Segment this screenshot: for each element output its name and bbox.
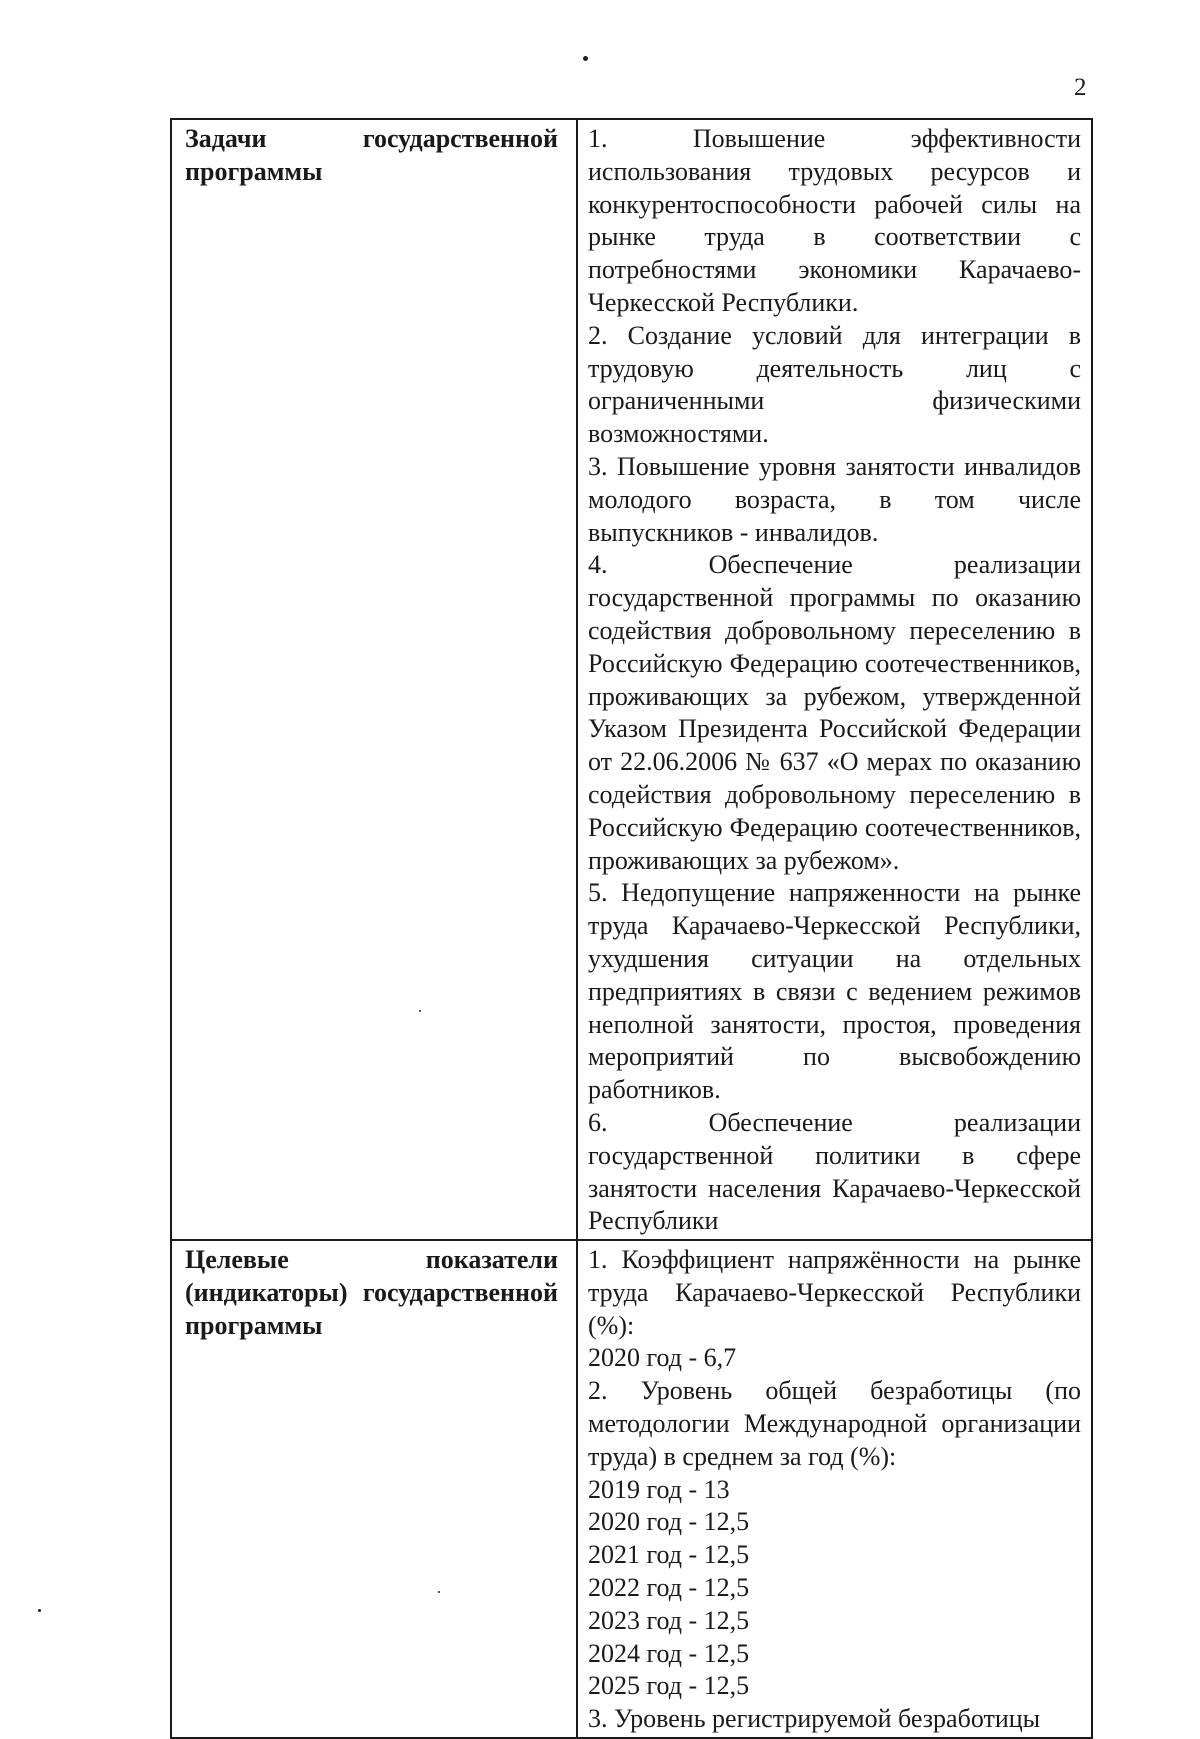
- indicator-year-value: 2020 год - 6,7: [588, 1343, 737, 1373]
- program-passport-table: [170, 118, 1093, 1739]
- task-item-5: 5. Недопущение напряженности на рынке труда Карачаево-Черкесской Республики, ухудшения ситуации на отдельных предприятиях в связи с ведением режимов неполной занятости, простоя, проведения мероприятий по высвобождению работников.: [588, 878, 1081, 1105]
- indicator-item-3: 3. Уровень регистрируемой безработицы: [588, 1704, 1041, 1734]
- indicator-year-value: 2025 год - 12,5: [588, 1671, 750, 1701]
- task-item-1: 1. Повышение эффективности использования трудовых ресурсов и конкурентоспособности рабочей силы на рынке труда в соответствии с потребностями экономики Карачаево-Черкесской Республики.: [588, 124, 1081, 317]
- row-label-tasks: Задачи государственной программы: [185, 124, 558, 186]
- scan-speck: [38, 1609, 41, 1612]
- indicator-year-value: 2024 год - 12,5: [588, 1638, 750, 1668]
- row-label-cell: [171, 1240, 577, 1738]
- task-item-2: 2. Создание условий для интеграции в трудовую деятельность лиц с ограниченными физическими возможностями.: [588, 320, 1081, 449]
- indicator-year-value: 2019 год - 13: [588, 1474, 730, 1504]
- task-item-4: 4. Обеспечение реализации государственной программы по оказанию содействия добровольному переселению в Российскую Федерацию соотечественников, проживающих за рубежом, утвержденной Указом Президента Российской Федерации от 22.06.2006 № 637 «О мерах по оказанию содействия добровольному переселению в Российскую Федерацию соотечественников, проживающих за рубежом».: [588, 550, 1081, 875]
- page-number: 2: [1074, 74, 1087, 101]
- row-label-indicators: Целевые показатели (индикаторы) государственной программы: [185, 1245, 558, 1340]
- indicator-year-value: 2020 год - 12,5: [588, 1507, 750, 1537]
- indicator-year-value: 2021 год - 12,5: [588, 1540, 750, 1570]
- indicator-year-value: 2023 год - 12,5: [588, 1605, 750, 1635]
- task-item-3: 3. Повышение уровня занятости инвалидов молодого возраста, в том числе выпускников - инвалидов.: [588, 451, 1081, 547]
- row-content-cell: [577, 1240, 1092, 1738]
- table-row-tasks: [171, 119, 1092, 1240]
- row-content-cell: [577, 119, 1092, 1240]
- indicator-year-value: 2022 год - 12,5: [588, 1573, 750, 1603]
- row-label-cell: [171, 119, 577, 1240]
- indicator-item-2: 2. Уровень общей безработицы (по методологии Международной организации труда) в среднем за год (%):: [588, 1376, 1081, 1471]
- table-row-indicators: [171, 1240, 1092, 1738]
- scan-speck: [583, 56, 588, 61]
- task-item-6: 6. Обеспечение реализации государственной политики в сфере занятости населения Карачаево-Черкесской Республики: [588, 1107, 1081, 1236]
- indicator-item-1: 1. Коэффициент напряжённости на рынке труда Карачаево-Черкесской Республики (%):: [588, 1245, 1081, 1340]
